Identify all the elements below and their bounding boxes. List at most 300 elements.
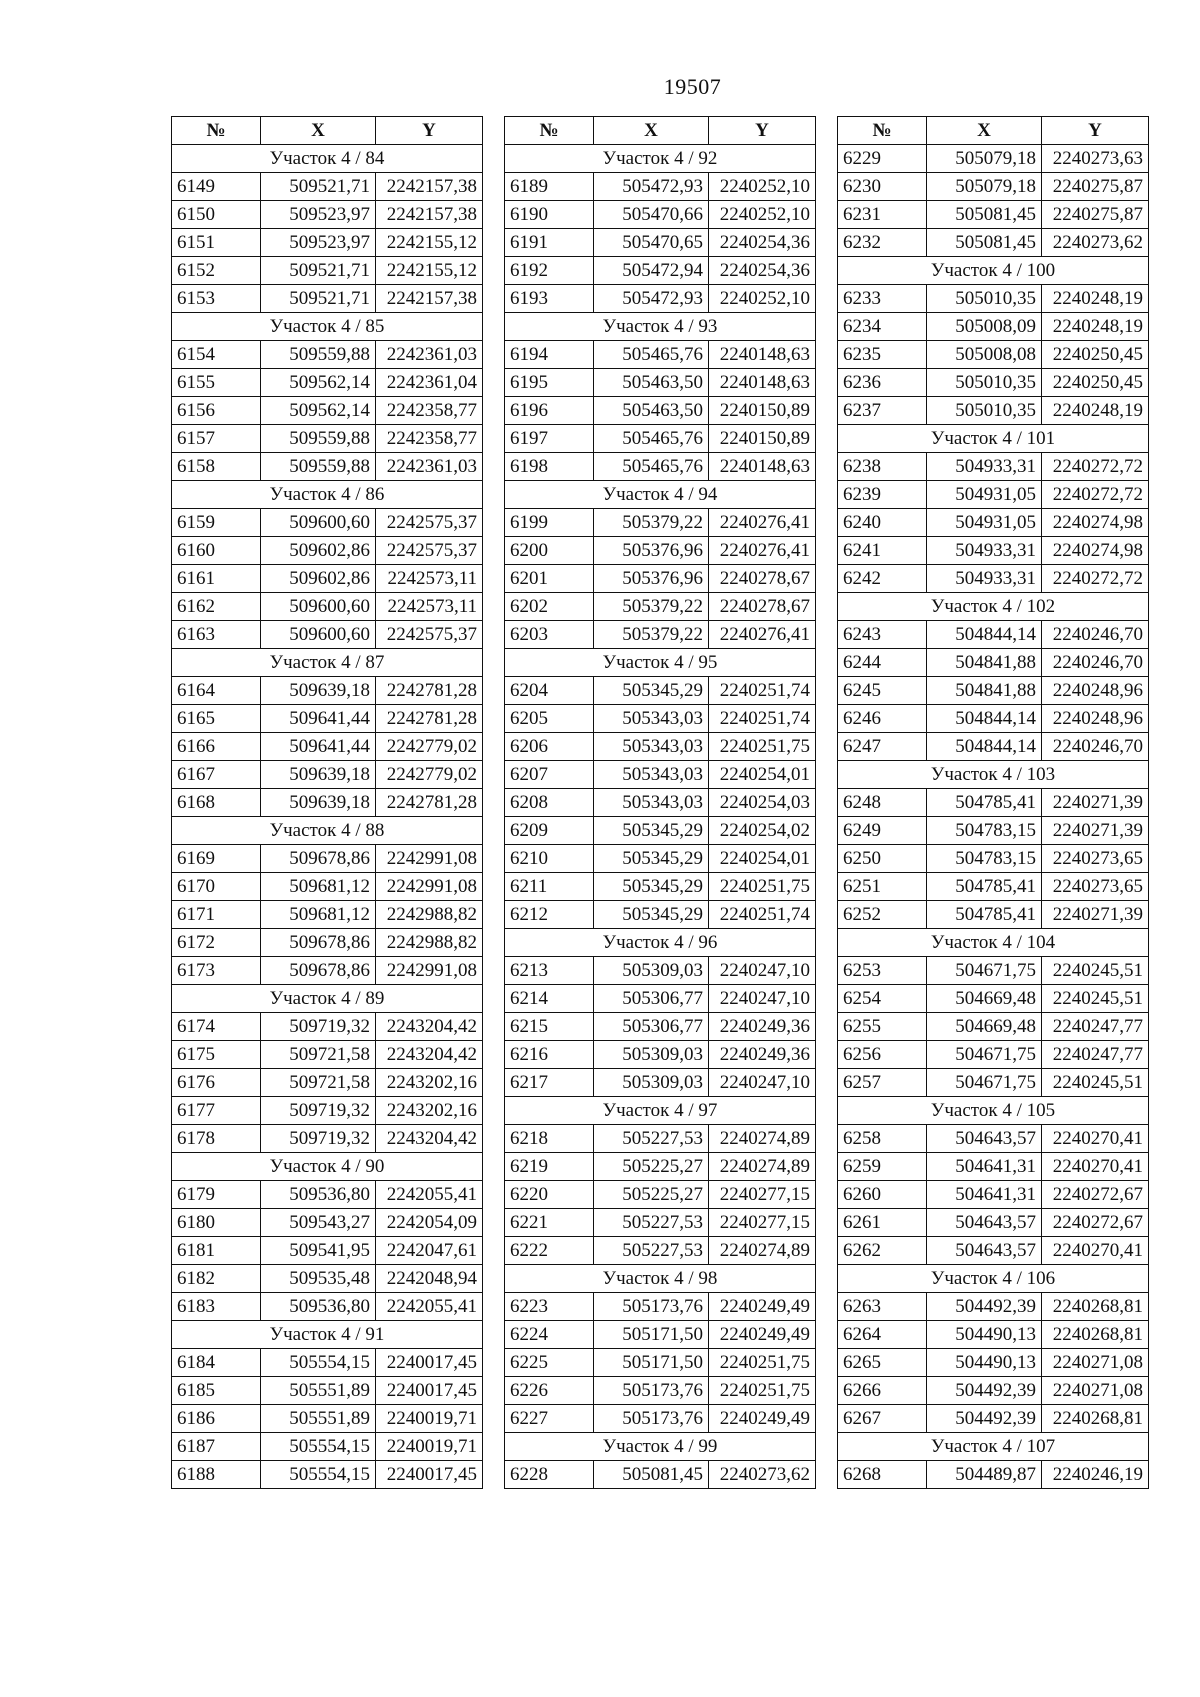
x-coordinate-cell: 505225,27: [594, 1153, 709, 1181]
table-row: [838, 1125, 1149, 1153]
table-row: [172, 789, 483, 817]
x-coordinate-cell: 505309,03: [594, 957, 709, 985]
x-coordinate-cell: 504785,41: [927, 901, 1042, 929]
point-number-cell: 6266: [838, 1377, 927, 1405]
table-row: [172, 1097, 483, 1125]
x-coordinate-cell: 504669,48: [927, 1013, 1042, 1041]
table-row: [505, 621, 816, 649]
x-coordinate-cell: 509562,14: [261, 397, 376, 425]
table-row: [172, 621, 483, 649]
table-row: [172, 1349, 483, 1377]
point-number-cell: 6249: [838, 817, 927, 845]
x-coordinate-cell: 505010,35: [927, 397, 1042, 425]
x-coordinate-cell: 505309,03: [594, 1069, 709, 1097]
x-coordinate-cell: 509678,86: [261, 957, 376, 985]
x-coordinate-cell: 505379,22: [594, 593, 709, 621]
point-number-cell: 6167: [172, 761, 261, 789]
table-row: [172, 1433, 483, 1461]
table-row: [505, 845, 816, 873]
section-title: Участок 4 / 98: [505, 1265, 816, 1293]
point-number-cell: 6204: [505, 677, 594, 705]
y-coordinate-cell: 2240017,45: [376, 1377, 483, 1405]
column-header-number: №: [838, 117, 927, 145]
y-coordinate-cell: 2240245,51: [1042, 1069, 1149, 1097]
x-coordinate-cell: 505343,03: [594, 705, 709, 733]
point-number-cell: 6220: [505, 1181, 594, 1209]
table-row: [172, 1041, 483, 1069]
x-coordinate-cell: 505465,76: [594, 425, 709, 453]
point-number-cell: 6180: [172, 1209, 261, 1237]
y-coordinate-cell: 2242358,77: [376, 425, 483, 453]
table-row: [505, 1377, 816, 1405]
section-row: [172, 649, 483, 677]
table-row: [838, 1377, 1149, 1405]
y-coordinate-cell: 2242055,41: [376, 1293, 483, 1321]
table-row: [172, 1405, 483, 1433]
point-number-cell: 6171: [172, 901, 261, 929]
section-row: [505, 313, 816, 341]
column-header-number: №: [505, 117, 594, 145]
point-number-cell: 6194: [505, 341, 594, 369]
table-row: [505, 985, 816, 1013]
point-number-cell: 6179: [172, 1181, 261, 1209]
x-coordinate-cell: 505345,29: [594, 873, 709, 901]
table-row: [838, 1321, 1149, 1349]
point-number-cell: 6235: [838, 341, 927, 369]
point-number-cell: 6267: [838, 1405, 927, 1433]
section-row: [838, 425, 1149, 453]
x-coordinate-cell: 509602,86: [261, 565, 376, 593]
point-number-cell: 6192: [505, 257, 594, 285]
section-row: [505, 1265, 816, 1293]
x-coordinate-cell: 509559,88: [261, 453, 376, 481]
x-coordinate-cell: 504671,75: [927, 1041, 1042, 1069]
table-row: [838, 369, 1149, 397]
point-number-cell: 6240: [838, 509, 927, 537]
point-number-cell: 6261: [838, 1209, 927, 1237]
y-coordinate-cell: 2240270,41: [1042, 1125, 1149, 1153]
section-row: [505, 929, 816, 957]
table-row: [505, 705, 816, 733]
x-coordinate-cell: 505470,65: [594, 229, 709, 257]
table-row: [505, 1209, 816, 1237]
y-coordinate-cell: 2243204,42: [376, 1041, 483, 1069]
table-row: [172, 1461, 483, 1489]
x-coordinate-cell: 509559,88: [261, 425, 376, 453]
y-coordinate-cell: 2240249,36: [709, 1013, 816, 1041]
table-row: [172, 285, 483, 313]
x-coordinate-cell: 509521,71: [261, 257, 376, 285]
table-row: [505, 1125, 816, 1153]
x-coordinate-cell: 505010,35: [927, 369, 1042, 397]
x-coordinate-cell: 509521,71: [261, 285, 376, 313]
x-coordinate-cell: 504490,13: [927, 1321, 1042, 1349]
x-coordinate-cell: 505472,93: [594, 285, 709, 313]
y-coordinate-cell: 2240248,19: [1042, 285, 1149, 313]
point-number-cell: 6239: [838, 481, 927, 509]
point-number-cell: 6227: [505, 1405, 594, 1433]
table-row: [838, 453, 1149, 481]
y-coordinate-cell: 2240270,41: [1042, 1237, 1149, 1265]
section-title: Участок 4 / 95: [505, 649, 816, 677]
table-row: [838, 173, 1149, 201]
point-number-cell: 6181: [172, 1237, 261, 1265]
x-coordinate-cell: 505554,15: [261, 1433, 376, 1461]
y-coordinate-cell: 2240248,19: [1042, 313, 1149, 341]
x-coordinate-cell: 505227,53: [594, 1209, 709, 1237]
section-title: Участок 4 / 90: [172, 1153, 483, 1181]
table-row: [172, 873, 483, 901]
table-row: [505, 1153, 816, 1181]
table-row: [838, 957, 1149, 985]
y-coordinate-cell: 2240274,89: [709, 1237, 816, 1265]
y-coordinate-cell: 2240249,36: [709, 1041, 816, 1069]
table-row: [838, 537, 1149, 565]
point-number-cell: 6258: [838, 1125, 927, 1153]
y-coordinate-cell: 2242157,38: [376, 201, 483, 229]
point-number-cell: 6173: [172, 957, 261, 985]
y-coordinate-cell: 2240148,63: [709, 369, 816, 397]
y-coordinate-cell: 2240247,77: [1042, 1041, 1149, 1069]
section-title: Участок 4 / 106: [838, 1265, 1149, 1293]
table-row: [838, 677, 1149, 705]
y-coordinate-cell: 2240275,87: [1042, 201, 1149, 229]
table-row: [838, 1069, 1149, 1097]
point-number-cell: 6268: [838, 1461, 927, 1489]
x-coordinate-cell: 505306,77: [594, 985, 709, 1013]
table-row: [838, 1405, 1149, 1433]
y-coordinate-cell: 2240251,75: [709, 1377, 816, 1405]
point-number-cell: 6212: [505, 901, 594, 929]
x-coordinate-cell: 505470,66: [594, 201, 709, 229]
table-row: [172, 1237, 483, 1265]
column-header-x: X: [927, 117, 1042, 145]
section-row: [505, 649, 816, 677]
table-row: [505, 733, 816, 761]
y-coordinate-cell: 2240272,72: [1042, 565, 1149, 593]
table-row: [172, 677, 483, 705]
x-coordinate-cell: 509600,60: [261, 621, 376, 649]
x-coordinate-cell: 505008,09: [927, 313, 1042, 341]
table-row: [172, 1181, 483, 1209]
table-row: [838, 397, 1149, 425]
y-coordinate-cell: 2242779,02: [376, 761, 483, 789]
y-coordinate-cell: 2240272,67: [1042, 1181, 1149, 1209]
section-row: [505, 1097, 816, 1125]
point-number-cell: 6174: [172, 1013, 261, 1041]
y-coordinate-cell: 2242781,28: [376, 705, 483, 733]
y-coordinate-cell: 2240251,75: [709, 873, 816, 901]
section-row: [172, 313, 483, 341]
point-number-cell: 6257: [838, 1069, 927, 1097]
y-coordinate-cell: 2240271,08: [1042, 1349, 1149, 1377]
point-number-cell: 6155: [172, 369, 261, 397]
table-row: [505, 761, 816, 789]
x-coordinate-cell: 509721,58: [261, 1041, 376, 1069]
point-number-cell: 6225: [505, 1349, 594, 1377]
x-coordinate-cell: 504492,39: [927, 1405, 1042, 1433]
point-number-cell: 6243: [838, 621, 927, 649]
x-coordinate-cell: 509600,60: [261, 509, 376, 537]
section-title: Участок 4 / 99: [505, 1433, 816, 1461]
point-number-cell: 6170: [172, 873, 261, 901]
x-coordinate-cell: 509678,86: [261, 845, 376, 873]
y-coordinate-cell: 2240276,41: [709, 621, 816, 649]
x-coordinate-cell: 504783,15: [927, 817, 1042, 845]
y-coordinate-cell: 2240277,15: [709, 1181, 816, 1209]
table-row: [172, 565, 483, 593]
section-title: Участок 4 / 97: [505, 1097, 816, 1125]
section-row: [172, 1321, 483, 1349]
point-number-cell: 6256: [838, 1041, 927, 1069]
x-coordinate-cell: 504489,87: [927, 1461, 1042, 1489]
y-coordinate-cell: 2240246,70: [1042, 621, 1149, 649]
point-number-cell: 6149: [172, 173, 261, 201]
x-coordinate-cell: 505173,76: [594, 1293, 709, 1321]
table-row: [172, 341, 483, 369]
y-coordinate-cell: 2240273,63: [1042, 145, 1149, 173]
point-number-cell: 6232: [838, 229, 927, 257]
y-coordinate-cell: 2242575,37: [376, 537, 483, 565]
y-coordinate-cell: 2242361,03: [376, 453, 483, 481]
y-coordinate-cell: 2242047,61: [376, 1237, 483, 1265]
point-number-cell: 6186: [172, 1405, 261, 1433]
y-coordinate-cell: 2240278,67: [709, 565, 816, 593]
table-row: [172, 957, 483, 985]
point-number-cell: 6213: [505, 957, 594, 985]
x-coordinate-cell: 505551,89: [261, 1405, 376, 1433]
y-coordinate-cell: 2240254,03: [709, 789, 816, 817]
point-number-cell: 6200: [505, 537, 594, 565]
point-number-cell: 6250: [838, 845, 927, 873]
point-number-cell: 6238: [838, 453, 927, 481]
table-row: [505, 1013, 816, 1041]
x-coordinate-cell: 505345,29: [594, 845, 709, 873]
table-row: [505, 957, 816, 985]
table-row: [172, 369, 483, 397]
point-number-cell: 6263: [838, 1293, 927, 1321]
table-row: [505, 369, 816, 397]
point-number-cell: 6202: [505, 593, 594, 621]
point-number-cell: 6178: [172, 1125, 261, 1153]
y-coordinate-cell: 2240251,74: [709, 901, 816, 929]
x-coordinate-cell: 504844,14: [927, 705, 1042, 733]
section-row: [172, 145, 483, 173]
x-coordinate-cell: 509678,86: [261, 929, 376, 957]
y-coordinate-cell: 2242361,04: [376, 369, 483, 397]
x-coordinate-cell: 504933,31: [927, 565, 1042, 593]
point-number-cell: 6226: [505, 1377, 594, 1405]
x-coordinate-cell: 504933,31: [927, 453, 1042, 481]
table-row: [172, 257, 483, 285]
table-row: [838, 1461, 1149, 1489]
y-coordinate-cell: 2240251,74: [709, 677, 816, 705]
column-header-x: X: [261, 117, 376, 145]
y-coordinate-cell: 2243202,16: [376, 1097, 483, 1125]
point-number-cell: 6172: [172, 929, 261, 957]
table-row: [505, 229, 816, 257]
point-number-cell: 6206: [505, 733, 594, 761]
point-number-cell: 6152: [172, 257, 261, 285]
y-coordinate-cell: 2240249,49: [709, 1293, 816, 1321]
point-number-cell: 6157: [172, 425, 261, 453]
table-row: [505, 789, 816, 817]
table-row: [172, 1293, 483, 1321]
y-coordinate-cell: 2240148,63: [709, 341, 816, 369]
point-number-cell: 6198: [505, 453, 594, 481]
y-coordinate-cell: 2240017,45: [376, 1461, 483, 1489]
point-number-cell: 6214: [505, 985, 594, 1013]
x-coordinate-cell: 504671,75: [927, 957, 1042, 985]
x-coordinate-cell: 505008,08: [927, 341, 1042, 369]
point-number-cell: 6264: [838, 1321, 927, 1349]
x-coordinate-cell: 505345,29: [594, 901, 709, 929]
point-number-cell: 6223: [505, 1293, 594, 1321]
x-coordinate-cell: 505081,45: [927, 229, 1042, 257]
y-coordinate-cell: 2240251,74: [709, 705, 816, 733]
table-row: [505, 173, 816, 201]
point-number-cell: 6153: [172, 285, 261, 313]
y-coordinate-cell: 2240276,41: [709, 537, 816, 565]
section-title: Участок 4 / 84: [172, 145, 483, 173]
point-number-cell: 6156: [172, 397, 261, 425]
x-coordinate-cell: 505227,53: [594, 1125, 709, 1153]
point-number-cell: 6150: [172, 201, 261, 229]
y-coordinate-cell: 2240274,98: [1042, 537, 1149, 565]
table-row: [505, 901, 816, 929]
x-coordinate-cell: 504492,39: [927, 1293, 1042, 1321]
point-number-cell: 6224: [505, 1321, 594, 1349]
table-row: [505, 341, 816, 369]
point-number-cell: 6175: [172, 1041, 261, 1069]
y-coordinate-cell: 2242781,28: [376, 677, 483, 705]
table-row: [505, 1321, 816, 1349]
point-number-cell: 6169: [172, 845, 261, 873]
point-number-cell: 6199: [505, 509, 594, 537]
section-title: Участок 4 / 101: [838, 425, 1149, 453]
x-coordinate-cell: 505173,76: [594, 1377, 709, 1405]
section-row: [838, 1433, 1149, 1461]
y-coordinate-cell: 2242988,82: [376, 929, 483, 957]
x-coordinate-cell: 509639,18: [261, 789, 376, 817]
x-coordinate-cell: 509559,88: [261, 341, 376, 369]
y-coordinate-cell: 2240248,96: [1042, 705, 1149, 733]
section-row: [838, 257, 1149, 285]
table-row: [172, 425, 483, 453]
table-row: [838, 873, 1149, 901]
x-coordinate-cell: 509521,71: [261, 173, 376, 201]
x-coordinate-cell: 509541,95: [261, 1237, 376, 1265]
y-coordinate-cell: 2240277,15: [709, 1209, 816, 1237]
point-number-cell: 6222: [505, 1237, 594, 1265]
point-number-cell: 6237: [838, 397, 927, 425]
point-number-cell: 6236: [838, 369, 927, 397]
point-number-cell: 6252: [838, 901, 927, 929]
y-coordinate-cell: 2240274,89: [709, 1125, 816, 1153]
x-coordinate-cell: 505551,89: [261, 1377, 376, 1405]
point-number-cell: 6254: [838, 985, 927, 1013]
y-coordinate-cell: 2240273,65: [1042, 873, 1149, 901]
point-number-cell: 6246: [838, 705, 927, 733]
point-number-cell: 6151: [172, 229, 261, 257]
x-coordinate-cell: 504490,13: [927, 1349, 1042, 1377]
y-coordinate-cell: 2240271,08: [1042, 1377, 1149, 1405]
table-row: [505, 425, 816, 453]
point-number-cell: 6231: [838, 201, 927, 229]
y-coordinate-cell: 2242991,08: [376, 873, 483, 901]
x-coordinate-cell: 505079,18: [927, 173, 1042, 201]
x-coordinate-cell: 505463,50: [594, 397, 709, 425]
x-coordinate-cell: 504492,39: [927, 1377, 1042, 1405]
table-row: [172, 397, 483, 425]
point-number-cell: 6203: [505, 621, 594, 649]
table-row: [505, 1041, 816, 1069]
x-coordinate-cell: 509602,86: [261, 537, 376, 565]
x-coordinate-cell: 509535,48: [261, 1265, 376, 1293]
section-title: Участок 4 / 104: [838, 929, 1149, 957]
point-number-cell: 6209: [505, 817, 594, 845]
point-number-cell: 6201: [505, 565, 594, 593]
table-row: [172, 1013, 483, 1041]
x-coordinate-cell: 505171,50: [594, 1349, 709, 1377]
x-coordinate-cell: 505472,93: [594, 173, 709, 201]
table-row: [172, 733, 483, 761]
table-row: [505, 453, 816, 481]
coordinates-table-2: [504, 116, 816, 1489]
x-coordinate-cell: 505376,96: [594, 565, 709, 593]
point-number-cell: 6228: [505, 1461, 594, 1489]
section-title: Участок 4 / 89: [172, 985, 483, 1013]
y-coordinate-cell: 2242779,02: [376, 733, 483, 761]
table-row: [838, 901, 1149, 929]
y-coordinate-cell: 2240271,39: [1042, 789, 1149, 817]
point-number-cell: 6208: [505, 789, 594, 817]
point-number-cell: 6189: [505, 173, 594, 201]
y-coordinate-cell: 2243202,16: [376, 1069, 483, 1097]
y-coordinate-cell: 2242054,09: [376, 1209, 483, 1237]
point-number-cell: 6251: [838, 873, 927, 901]
x-coordinate-cell: 504643,57: [927, 1125, 1042, 1153]
x-coordinate-cell: 509641,44: [261, 705, 376, 733]
section-row: [838, 929, 1149, 957]
y-coordinate-cell: 2242048,94: [376, 1265, 483, 1293]
table-row: [838, 1293, 1149, 1321]
table-row: [505, 593, 816, 621]
x-coordinate-cell: 505376,96: [594, 537, 709, 565]
y-coordinate-cell: 2240150,89: [709, 425, 816, 453]
section-row: [505, 1433, 816, 1461]
point-number-cell: 6176: [172, 1069, 261, 1097]
table-row: [838, 1237, 1149, 1265]
point-number-cell: 6183: [172, 1293, 261, 1321]
x-coordinate-cell: 505379,22: [594, 621, 709, 649]
y-coordinate-cell: 2240250,45: [1042, 369, 1149, 397]
section-title: Участок 4 / 103: [838, 761, 1149, 789]
y-coordinate-cell: 2240275,87: [1042, 173, 1149, 201]
point-number-cell: 6191: [505, 229, 594, 257]
y-coordinate-cell: 2240271,39: [1042, 817, 1149, 845]
section-title: Участок 4 / 92: [505, 145, 816, 173]
table-row: [172, 201, 483, 229]
x-coordinate-cell: 509721,58: [261, 1069, 376, 1097]
point-number-cell: 6184: [172, 1349, 261, 1377]
table-row: [838, 1041, 1149, 1069]
y-coordinate-cell: 2240246,70: [1042, 733, 1149, 761]
x-coordinate-cell: 509600,60: [261, 593, 376, 621]
x-coordinate-cell: 504931,05: [927, 509, 1042, 537]
section-row: [838, 593, 1149, 621]
section-title: Участок 4 / 102: [838, 593, 1149, 621]
